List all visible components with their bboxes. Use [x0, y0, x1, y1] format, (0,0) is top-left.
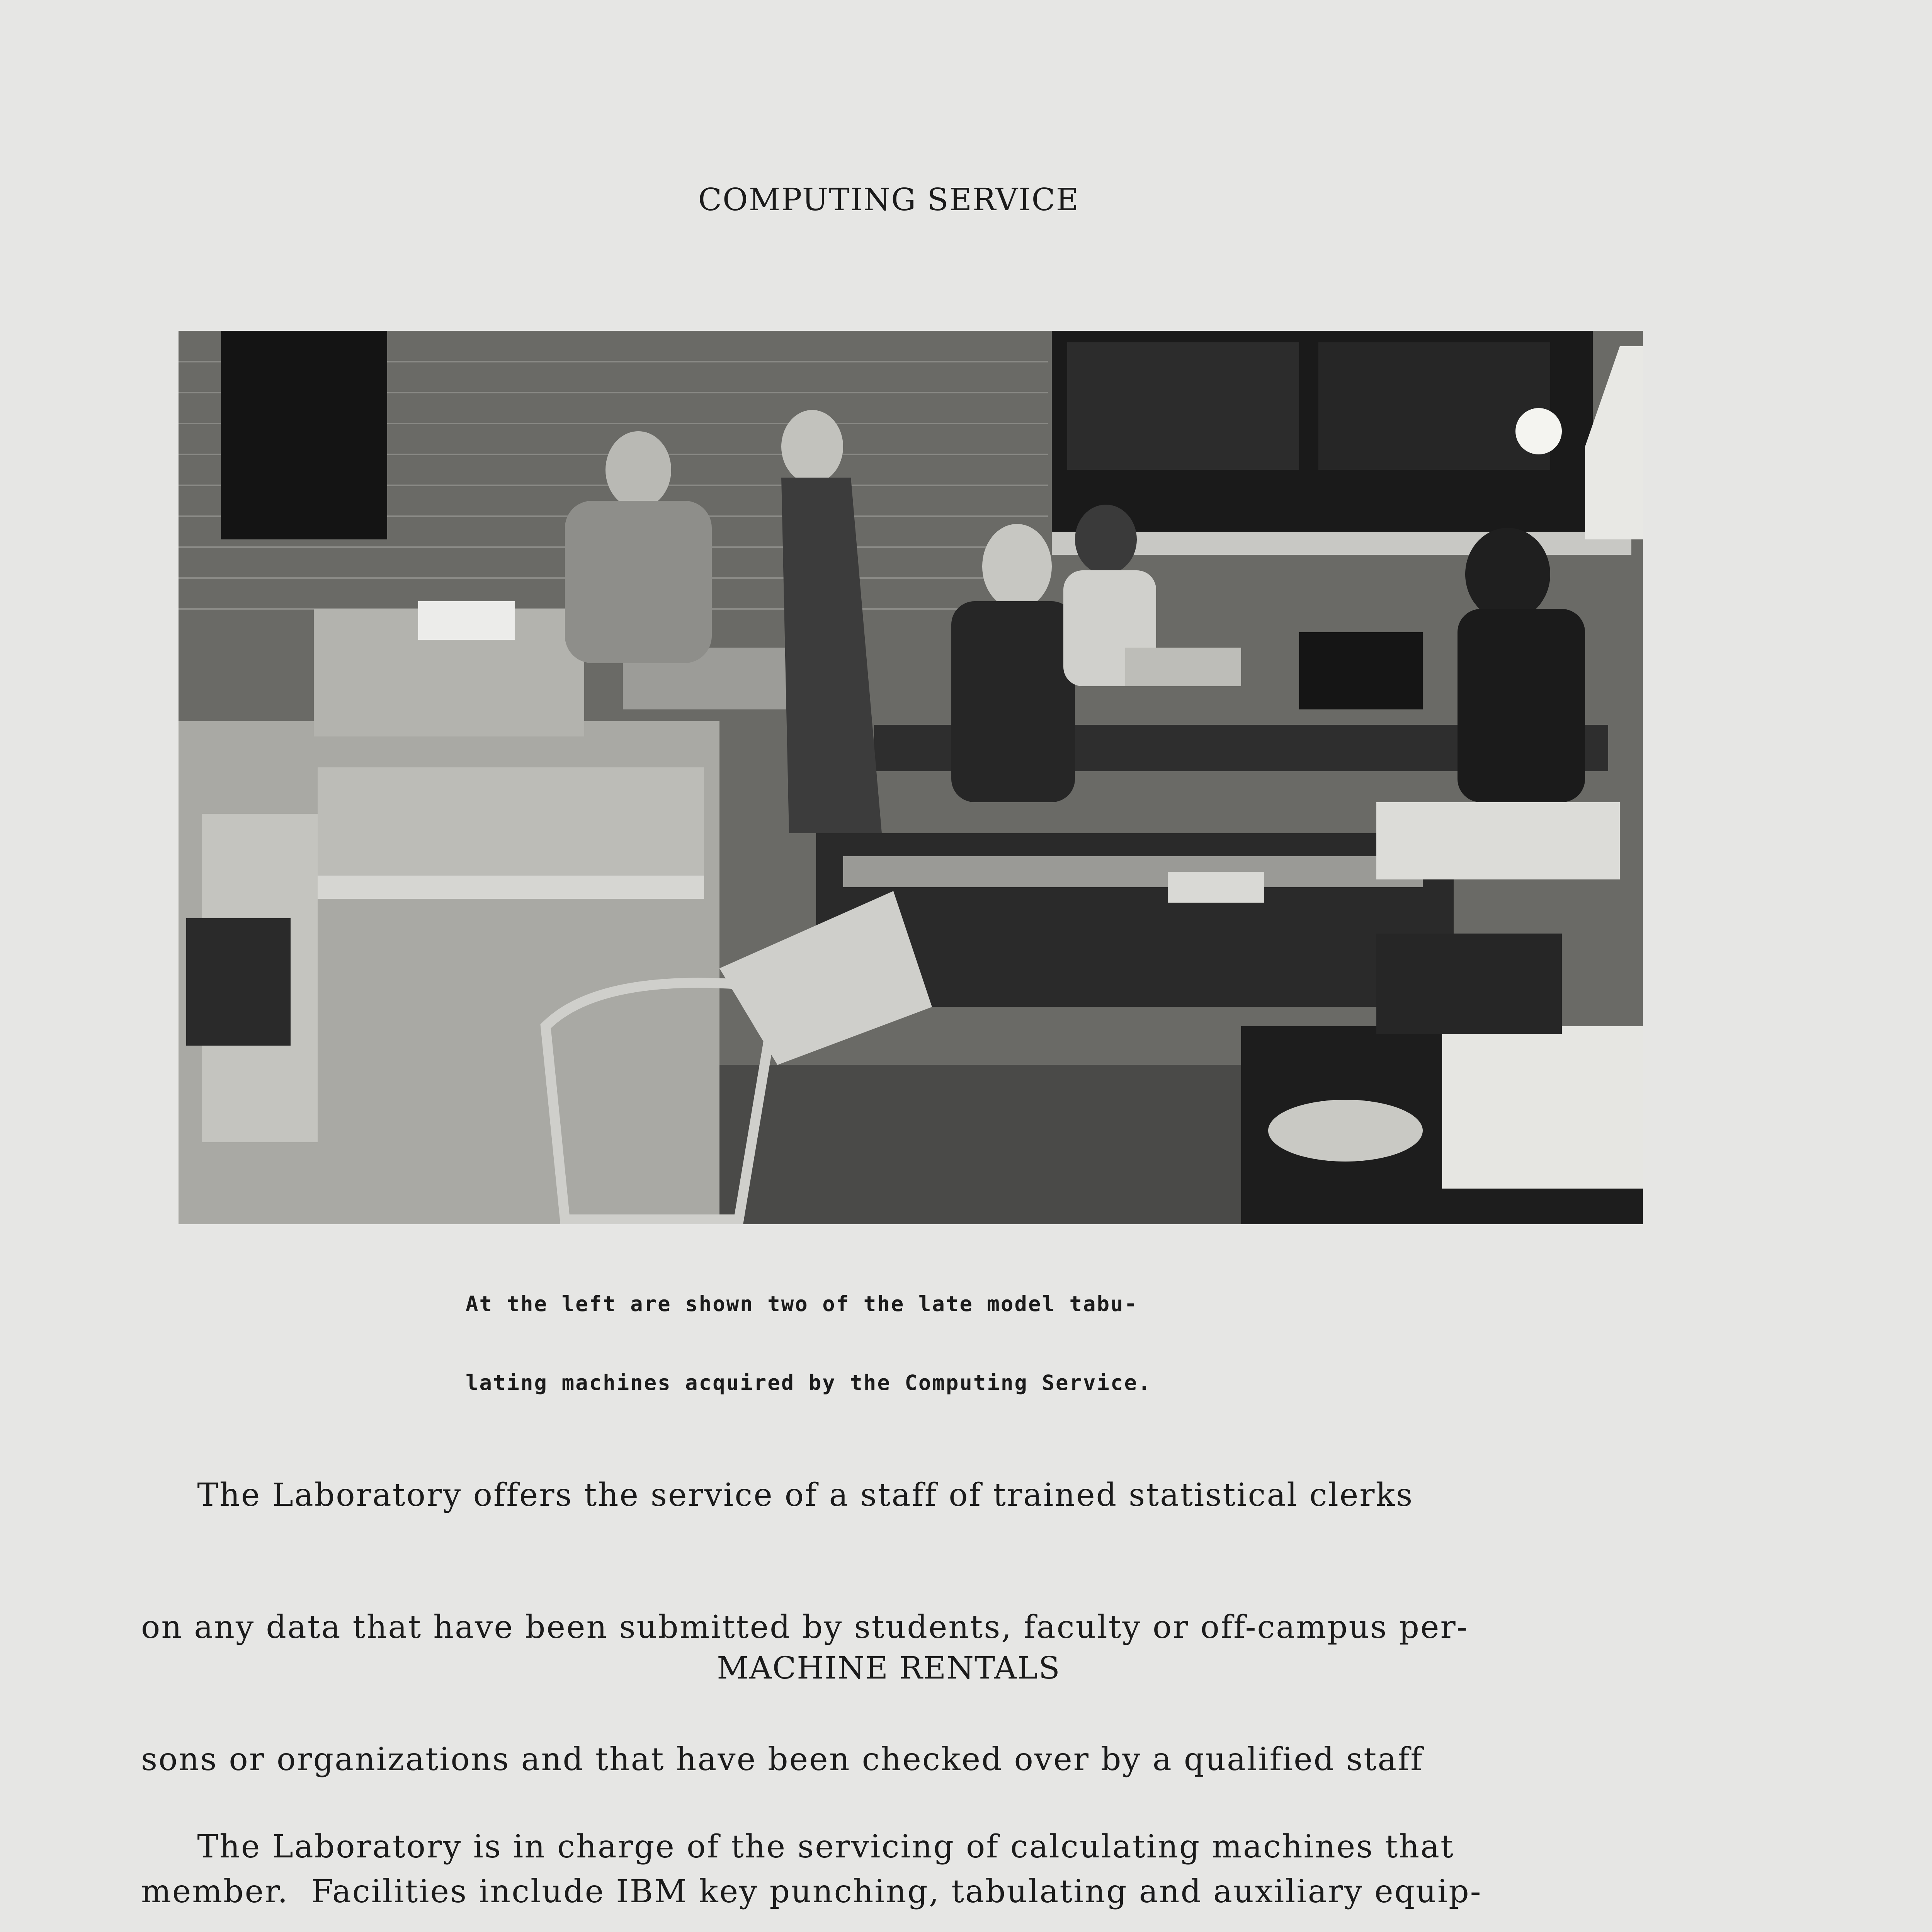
- heading-computing-service: COMPUTING SERVICE: [698, 182, 1080, 218]
- paragraph-line: The Laboratory offers the service of a staff of trained statistical clerks: [141, 1477, 1414, 1514]
- photo-tabulating-machines: [179, 331, 1643, 1224]
- paragraph-line: member. Facilities include IBM key punching, tabulating and auxiliary equip-: [141, 1873, 1482, 1910]
- caption-line: lating machines acquired by the Computing Service.: [466, 1371, 1152, 1395]
- paragraph-line: on any data that have been submitted by students, faculty or off-campus per-: [141, 1609, 1469, 1646]
- photo-illustration: [179, 331, 1643, 1224]
- paragraph-line: The Laboratory is in charge of the servicing of calculating machines that: [141, 1828, 1454, 1865]
- heading-machine-rentals: MACHINE RENTALS: [717, 1650, 1061, 1686]
- paragraph-machine-rentals: [141, 1737, 1667, 1932]
- paragraph-line: sons or organizations and that have been checked over by a qualified staff: [141, 1741, 1423, 1778]
- caption-line: At the left are shown two of the late model tabu-: [466, 1292, 1138, 1316]
